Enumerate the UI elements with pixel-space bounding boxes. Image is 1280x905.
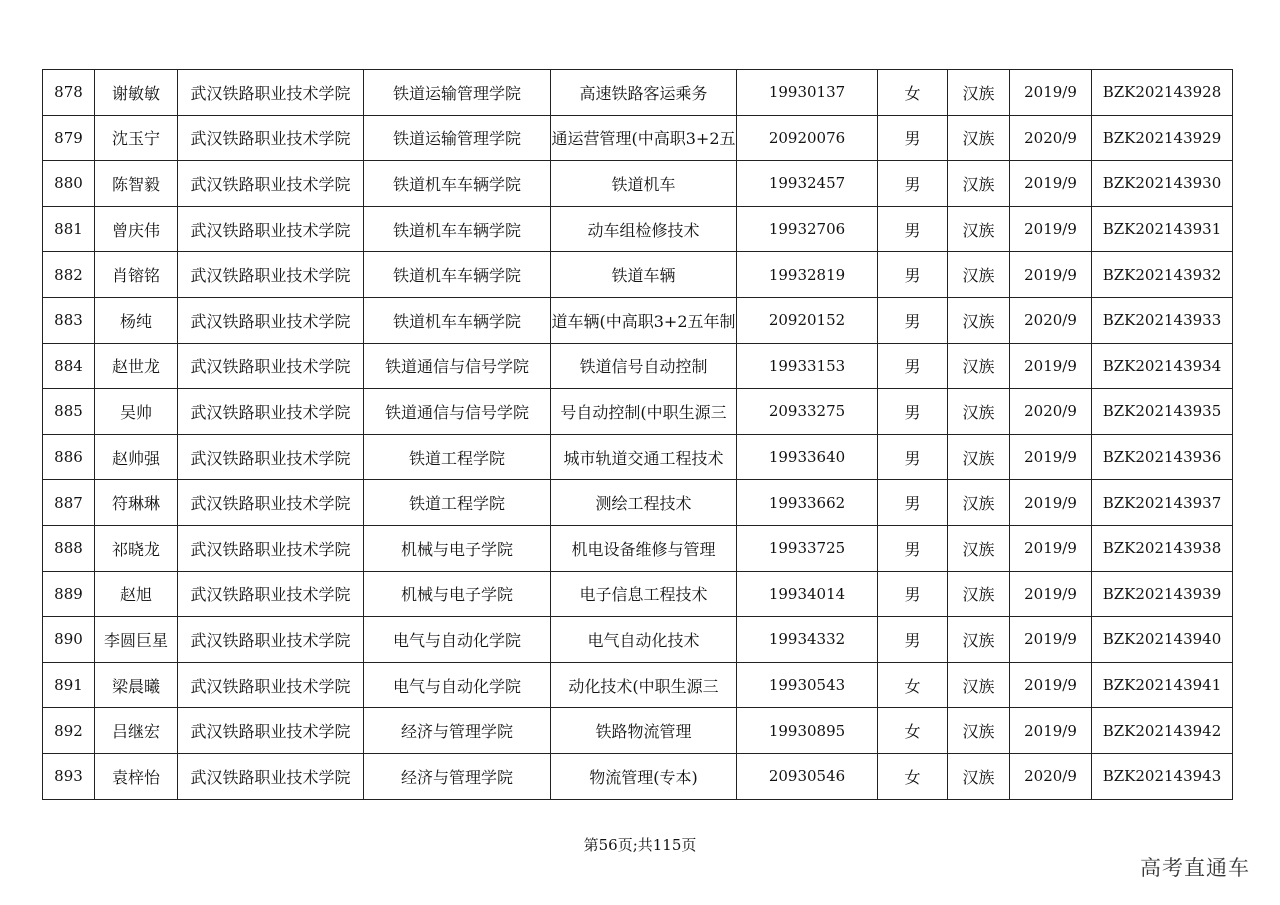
college-cell: 铁道通信与信号学院 xyxy=(364,343,551,389)
row-number-cell: 880 xyxy=(43,161,95,207)
row-number-cell: 890 xyxy=(43,617,95,663)
name-cell: 沈玉宁 xyxy=(95,115,178,161)
name-cell: 袁梓怡 xyxy=(95,753,178,799)
major-cell: 物流管理(专本) xyxy=(551,753,737,799)
student-id-cell: 19930137 xyxy=(737,70,878,116)
row-number-cell: 886 xyxy=(43,434,95,480)
ethnicity-cell: 汉族 xyxy=(948,297,1010,343)
roster-body xyxy=(43,70,1233,800)
college-cell: 铁道工程学院 xyxy=(364,434,551,480)
school-cell: 武汉铁路职业技术学院 xyxy=(178,753,364,799)
major-cell: 动车组检修技术 xyxy=(551,206,737,252)
table-row xyxy=(43,206,1233,252)
certificate-number-cell: BZK202143940 xyxy=(1092,617,1233,663)
major-cell: 机电设备维修与管理 xyxy=(551,525,737,571)
school-cell: 武汉铁路职业技术学院 xyxy=(178,297,364,343)
gender-cell: 男 xyxy=(878,115,948,161)
student-id-cell: 20933275 xyxy=(737,389,878,435)
row-number-cell: 891 xyxy=(43,662,95,708)
enroll-date-cell: 2019/9 xyxy=(1010,525,1092,571)
student-id-cell: 19932457 xyxy=(737,161,878,207)
major-cell: 铁道信号自动控制 xyxy=(551,343,737,389)
gender-cell: 男 xyxy=(878,297,948,343)
ethnicity-cell: 汉族 xyxy=(948,161,1010,207)
college-cell: 电气与自动化学院 xyxy=(364,617,551,663)
row-number-cell: 892 xyxy=(43,708,95,754)
major-cell: 铁道机车 xyxy=(551,161,737,207)
table-row xyxy=(43,343,1233,389)
row-number-cell: 893 xyxy=(43,753,95,799)
school-cell: 武汉铁路职业技术学院 xyxy=(178,206,364,252)
gender-cell: 女 xyxy=(878,70,948,116)
college-cell: 机械与电子学院 xyxy=(364,525,551,571)
enroll-date-cell: 2019/9 xyxy=(1010,70,1092,116)
ethnicity-cell: 汉族 xyxy=(948,389,1010,435)
ethnicity-cell: 汉族 xyxy=(948,617,1010,663)
school-cell: 武汉铁路职业技术学院 xyxy=(178,662,364,708)
gender-cell: 男 xyxy=(878,252,948,298)
college-cell: 铁道运输管理学院 xyxy=(364,70,551,116)
name-cell: 曾庆伟 xyxy=(95,206,178,252)
name-cell: 谢敏敏 xyxy=(95,70,178,116)
ethnicity-cell: 汉族 xyxy=(948,753,1010,799)
certificate-number-cell: BZK202143931 xyxy=(1092,206,1233,252)
table-row xyxy=(43,434,1233,480)
ethnicity-cell: 汉族 xyxy=(948,343,1010,389)
school-cell: 武汉铁路职业技术学院 xyxy=(178,480,364,526)
certificate-number-cell: BZK202143933 xyxy=(1092,297,1233,343)
college-cell: 铁道机车车辆学院 xyxy=(364,161,551,207)
ethnicity-cell: 汉族 xyxy=(948,206,1010,252)
name-cell: 陈智毅 xyxy=(95,161,178,207)
enroll-date-cell: 2019/9 xyxy=(1010,434,1092,480)
enroll-date-cell: 2019/9 xyxy=(1010,252,1092,298)
college-cell: 经济与管理学院 xyxy=(364,708,551,754)
name-cell: 赵旭 xyxy=(95,571,178,617)
certificate-number-cell: BZK202143928 xyxy=(1092,70,1233,116)
college-cell: 铁道机车车辆学院 xyxy=(364,206,551,252)
ethnicity-cell: 汉族 xyxy=(948,571,1010,617)
student-id-cell: 19933640 xyxy=(737,434,878,480)
student-id-cell: 20920076 xyxy=(737,115,878,161)
row-number-cell: 881 xyxy=(43,206,95,252)
major-cell: 电子信息工程技术 xyxy=(551,571,737,617)
enroll-date-cell: 2020/9 xyxy=(1010,297,1092,343)
school-cell: 武汉铁路职业技术学院 xyxy=(178,525,364,571)
name-cell: 吕继宏 xyxy=(95,708,178,754)
student-id-cell: 19934332 xyxy=(737,617,878,663)
school-cell: 武汉铁路职业技术学院 xyxy=(178,343,364,389)
row-number-cell: 884 xyxy=(43,343,95,389)
ethnicity-cell: 汉族 xyxy=(948,662,1010,708)
name-cell: 赵帅强 xyxy=(95,434,178,480)
college-cell: 铁道通信与信号学院 xyxy=(364,389,551,435)
school-cell: 武汉铁路职业技术学院 xyxy=(178,252,364,298)
name-cell: 李圆巨星 xyxy=(95,617,178,663)
student-id-cell: 19930895 xyxy=(737,708,878,754)
school-cell: 武汉铁路职业技术学院 xyxy=(178,617,364,663)
table-row xyxy=(43,662,1233,708)
school-cell: 武汉铁路职业技术学院 xyxy=(178,708,364,754)
name-cell: 梁晨曦 xyxy=(95,662,178,708)
student-id-cell: 19930543 xyxy=(737,662,878,708)
table-row xyxy=(43,480,1233,526)
school-cell: 武汉铁路职业技术学院 xyxy=(178,571,364,617)
gender-cell: 男 xyxy=(878,389,948,435)
row-number-cell: 889 xyxy=(43,571,95,617)
college-cell: 铁道运输管理学院 xyxy=(364,115,551,161)
student-id-cell: 19934014 xyxy=(737,571,878,617)
name-cell: 吴帅 xyxy=(95,389,178,435)
table-row xyxy=(43,617,1233,663)
table-row xyxy=(43,252,1233,298)
certificate-number-cell: BZK202143935 xyxy=(1092,389,1233,435)
college-cell: 电气与自动化学院 xyxy=(364,662,551,708)
ethnicity-cell: 汉族 xyxy=(948,434,1010,480)
college-cell: 机械与电子学院 xyxy=(364,571,551,617)
college-cell: 铁道机车车辆学院 xyxy=(364,252,551,298)
row-number-cell: 887 xyxy=(43,480,95,526)
ethnicity-cell: 汉族 xyxy=(948,70,1010,116)
row-number-cell: 885 xyxy=(43,389,95,435)
gender-cell: 男 xyxy=(878,571,948,617)
roster-table xyxy=(42,69,1233,800)
certificate-number-cell: BZK202143938 xyxy=(1092,525,1233,571)
college-cell: 铁道机车车辆学院 xyxy=(364,297,551,343)
table-row xyxy=(43,70,1233,116)
watermark-logo: 高考直通车 xyxy=(1140,856,1250,880)
row-number-cell: 879 xyxy=(43,115,95,161)
major-cell: 道车辆(中高职3+2五年制 xyxy=(551,297,737,343)
school-cell: 武汉铁路职业技术学院 xyxy=(178,70,364,116)
gender-cell: 女 xyxy=(878,753,948,799)
enroll-date-cell: 2019/9 xyxy=(1010,617,1092,663)
major-cell: 高速铁路客运乘务 xyxy=(551,70,737,116)
certificate-number-cell: BZK202143936 xyxy=(1092,434,1233,480)
certificate-number-cell: BZK202143932 xyxy=(1092,252,1233,298)
gender-cell: 男 xyxy=(878,434,948,480)
certificate-number-cell: BZK202143929 xyxy=(1092,115,1233,161)
table-row xyxy=(43,297,1233,343)
major-cell: 铁路物流管理 xyxy=(551,708,737,754)
enroll-date-cell: 2019/9 xyxy=(1010,343,1092,389)
gender-cell: 男 xyxy=(878,617,948,663)
ethnicity-cell: 汉族 xyxy=(948,252,1010,298)
ethnicity-cell: 汉族 xyxy=(948,525,1010,571)
college-cell: 经济与管理学院 xyxy=(364,753,551,799)
certificate-number-cell: BZK202143937 xyxy=(1092,480,1233,526)
certificate-number-cell: BZK202143934 xyxy=(1092,343,1233,389)
student-id-cell: 19933662 xyxy=(737,480,878,526)
enroll-date-cell: 2019/9 xyxy=(1010,480,1092,526)
school-cell: 武汉铁路职业技术学院 xyxy=(178,115,364,161)
enroll-date-cell: 2020/9 xyxy=(1010,753,1092,799)
major-cell: 测绘工程技术 xyxy=(551,480,737,526)
enroll-date-cell: 2019/9 xyxy=(1010,206,1092,252)
enroll-date-cell: 2020/9 xyxy=(1010,115,1092,161)
table-row xyxy=(43,389,1233,435)
gender-cell: 男 xyxy=(878,206,948,252)
name-cell: 符琳琳 xyxy=(95,480,178,526)
ethnicity-cell: 汉族 xyxy=(948,480,1010,526)
student-id-cell: 20930546 xyxy=(737,753,878,799)
certificate-number-cell: BZK202143942 xyxy=(1092,708,1233,754)
certificate-number-cell: BZK202143930 xyxy=(1092,161,1233,207)
certificate-number-cell: BZK202143941 xyxy=(1092,662,1233,708)
enroll-date-cell: 2019/9 xyxy=(1010,708,1092,754)
gender-cell: 男 xyxy=(878,525,948,571)
table-row xyxy=(43,115,1233,161)
row-number-cell: 883 xyxy=(43,297,95,343)
name-cell: 杨纯 xyxy=(95,297,178,343)
table-row xyxy=(43,753,1233,799)
school-cell: 武汉铁路职业技术学院 xyxy=(178,161,364,207)
name-cell: 祁晓龙 xyxy=(95,525,178,571)
row-number-cell: 888 xyxy=(43,525,95,571)
student-id-cell: 20920152 xyxy=(737,297,878,343)
major-cell: 铁道车辆 xyxy=(551,252,737,298)
gender-cell: 男 xyxy=(878,161,948,207)
name-cell: 赵世龙 xyxy=(95,343,178,389)
college-cell: 铁道工程学院 xyxy=(364,480,551,526)
school-cell: 武汉铁路职业技术学院 xyxy=(178,389,364,435)
enroll-date-cell: 2019/9 xyxy=(1010,662,1092,708)
gender-cell: 男 xyxy=(878,343,948,389)
certificate-number-cell: BZK202143939 xyxy=(1092,571,1233,617)
student-id-cell: 19932706 xyxy=(737,206,878,252)
major-cell: 通运营管理(中高职3+2五 xyxy=(551,115,737,161)
major-cell: 城市轨道交通工程技术 xyxy=(551,434,737,480)
name-cell: 肖镕铭 xyxy=(95,252,178,298)
table-row xyxy=(43,708,1233,754)
ethnicity-cell: 汉族 xyxy=(948,115,1010,161)
gender-cell: 女 xyxy=(878,708,948,754)
row-number-cell: 882 xyxy=(43,252,95,298)
table-row xyxy=(43,161,1233,207)
enroll-date-cell: 2019/9 xyxy=(1010,571,1092,617)
page-number: 第56页;共115页 xyxy=(583,836,697,854)
certificate-number-cell: BZK202143943 xyxy=(1092,753,1233,799)
school-cell: 武汉铁路职业技术学院 xyxy=(178,434,364,480)
enroll-date-cell: 2019/9 xyxy=(1010,161,1092,207)
table-row xyxy=(43,571,1233,617)
student-id-cell: 19933725 xyxy=(737,525,878,571)
major-cell: 号自动控制(中职生源三 xyxy=(551,389,737,435)
row-number-cell: 878 xyxy=(43,70,95,116)
ethnicity-cell: 汉族 xyxy=(948,708,1010,754)
student-id-cell: 19933153 xyxy=(737,343,878,389)
major-cell: 电气自动化技术 xyxy=(551,617,737,663)
enroll-date-cell: 2020/9 xyxy=(1010,389,1092,435)
table-row xyxy=(43,525,1233,571)
major-cell: 动化技术(中职生源三 xyxy=(551,662,737,708)
gender-cell: 女 xyxy=(878,662,948,708)
student-id-cell: 19932819 xyxy=(737,252,878,298)
gender-cell: 男 xyxy=(878,480,948,526)
